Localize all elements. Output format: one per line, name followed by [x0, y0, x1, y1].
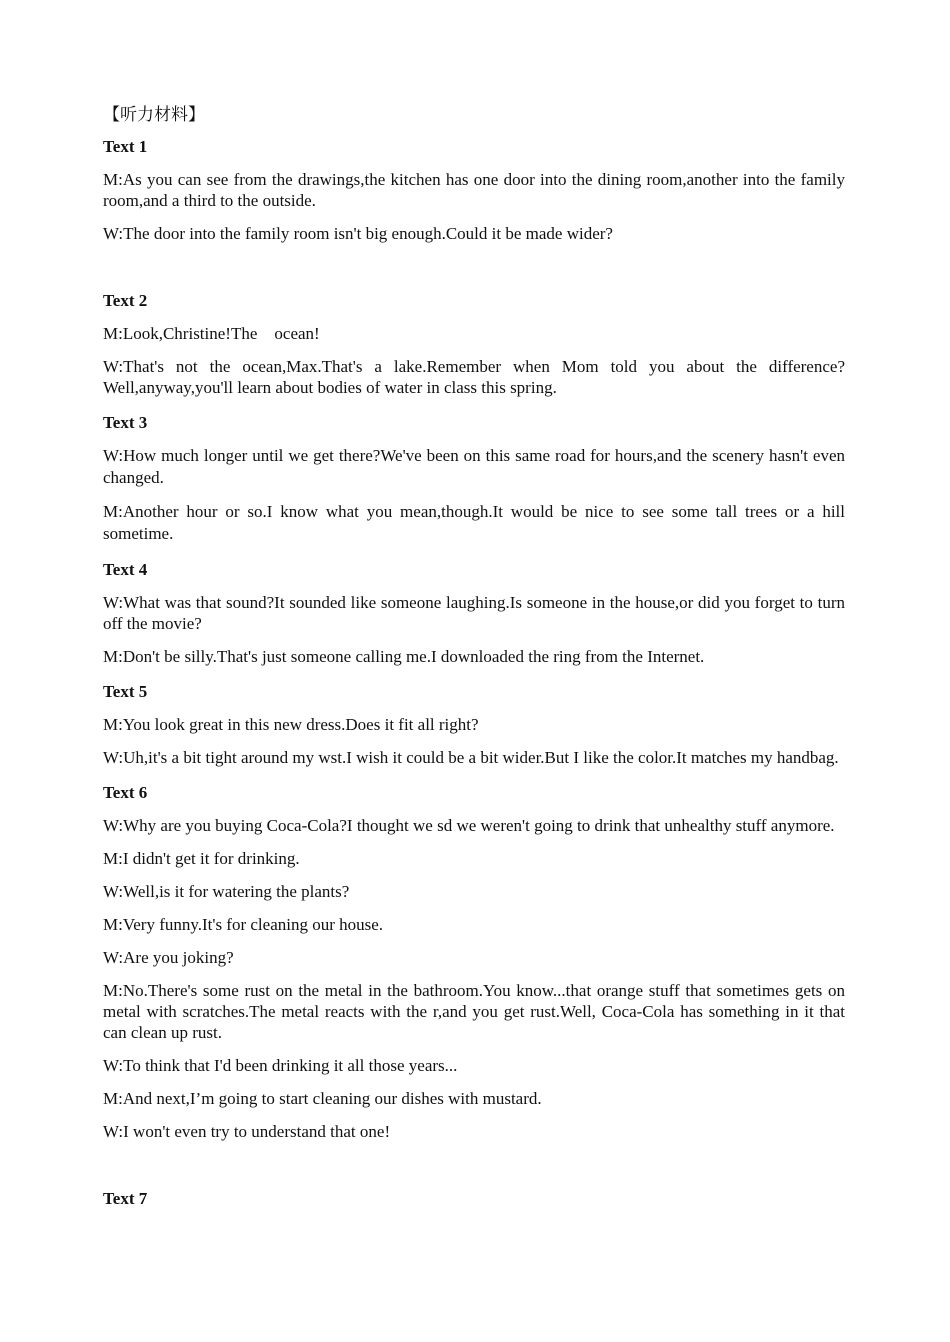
- dialogue-line: W:What was that sound?It sounded like someone laughing.Is someone in the house,or did you forget to turn off the movie?: [103, 593, 845, 633]
- dialogue-line: W:Are you joking?: [103, 948, 234, 967]
- dialogue-line: W:How much longer until we get there?We've been on this same road for hours,and the scenery hasn't even changed.: [103, 446, 845, 487]
- section-text-4: [103, 560, 845, 667]
- section-text-1: [103, 137, 845, 244]
- dialogue-line: M:No.There's some rust on the metal in the bathroom.You know...that orange stuff that sometimes gets on metal with scratches.The metal reacts with the r,and you get rust.Well, Coca-Cola has something in it that can clean up rust.: [103, 981, 845, 1042]
- dialogue-line: M:And next,I’m going to start cleaning our dishes with mustard.: [103, 1089, 542, 1108]
- dialogue-line: M:You look great in this new dress.Does it fit all right?: [103, 715, 479, 734]
- section-text-5: [103, 682, 845, 768]
- document-page: [103, 104, 845, 1221]
- dialogue-line: W:To think that I'd been drinking it all those years...: [103, 1056, 458, 1075]
- dialogue-line: W:Uh,it's a bit tight around my wst.I wish it could be a bit wider.But I like the color.It matches my handbag.: [103, 748, 839, 767]
- dialogue-line: W:Why are you buying Coca-Cola?I thought we sd we weren't going to drink that unhealthy stuff anymore.: [103, 816, 835, 835]
- spacer: [103, 256, 845, 291]
- section-title: Text 4: [103, 560, 148, 579]
- spacer: [103, 1154, 845, 1189]
- section-title: Text 3: [103, 413, 148, 432]
- dialogue-line: M:Another hour or so.I know what you mean,though.It would be nice to see some tall trees or a hill sometime.: [103, 502, 845, 543]
- dialogue-line: W:The door into the family room isn't big enough.Could it be made wider?: [103, 224, 613, 243]
- section-title: Text 1: [103, 137, 148, 156]
- dialogue-line: M:Very funny.It's for cleaning our house.: [103, 915, 384, 934]
- section-title: Text 7: [103, 1189, 148, 1208]
- section-text-3: [103, 413, 845, 545]
- dialogue-line: W:That's not the ocean,Max.That's a lake.Remember when Mom told you about the difference? Well,anyway,you'll learn about bodies of water in class this spring.: [103, 357, 845, 397]
- section-text-7: [103, 1189, 845, 1209]
- dialogue-line: M:Look,Christine!The ocean!: [103, 324, 320, 343]
- section-text-2: [103, 291, 845, 398]
- dialogue-line: W:Well,is it for watering the plants?: [103, 882, 350, 901]
- section-title: Text 5: [103, 682, 148, 701]
- section-title: Text 2: [103, 291, 148, 310]
- dialogue-line: M:As you can see from the drawings,the kitchen has one door into the dining room,another into the family room,and a third to the outside.: [103, 170, 845, 210]
- document-heading: 【听力材料】: [103, 105, 205, 124]
- dialogue-line: M:Don't be silly.That's just someone calling me.I downloaded the ring from the Internet.: [103, 647, 705, 666]
- dialogue-line: W:I won't even try to understand that one!: [103, 1122, 391, 1141]
- section-text-6: [103, 783, 845, 1142]
- section-title: Text 6: [103, 783, 148, 802]
- dialogue-line: M:I didn't get it for drinking.: [103, 849, 300, 868]
